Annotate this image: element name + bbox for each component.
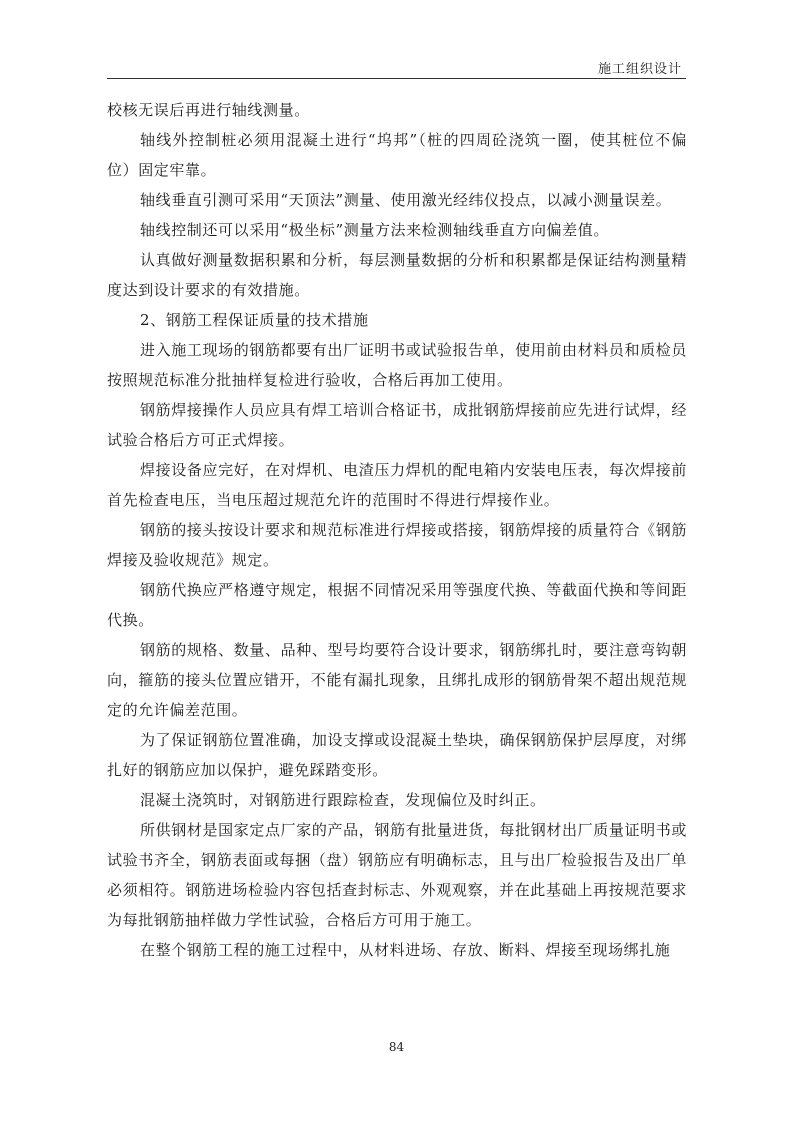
paragraph-9: 焊接设备应完好，在对焊机、电渣压力焊机的配电箱内安装电压表，每次焊接前首先检查电压，当电压超过规范允许的范围时不得进行焊接作业。 [107, 461, 687, 509]
paragraph-4: 轴线控制还可以采用“极坐标”测量方法来检测轴线垂直方向偏差值。 [140, 221, 609, 239]
section-heading: 2、钢筋工程保证质量的技术措施 [140, 311, 369, 329]
paragraph-14: 混凝土浇筑时，对钢筋进行跟踪检查，发现偏位及时纠正。 [140, 791, 546, 809]
document-body [107, 95, 687, 965]
header-title: 施工组织设计 [597, 62, 682, 77]
page-header [107, 50, 686, 79]
paragraph-11: 钢筋代换应严格遵守规定，根据不同情况采用等强度代换、等截面代换和等间距代换。 [107, 581, 687, 629]
paragraph-15: 所供钢材是国家定点厂家的产品，钢筋有批量进货，每批钢材出厂质量证明书或试验书齐全，钢筋表面或每捆（盘）钢筋应有明确标志，且与出厂检验报告及出厂单必须相符。钢筋进场检验内容包括查封标志、外观观察，并在此基础上再按规范要求为每批钢筋抽样做力学性试验，合格后方可用于施工。 [107, 821, 687, 929]
paragraph-8: 钢筋焊接操作人员应具有焊工培训合格证书，成批钢筋焊接前应先进行试焊，经试验合格后方可正式焊接。 [107, 401, 687, 449]
paragraph-16: 在整个钢筋工程的施工过程中，从材料进场、存放、断料、焊接至现场绑扎施 [140, 941, 671, 959]
paragraph-7: 进入施工现场的钢筋都要有出厂证明书或试验报告单，使用前由材料员和质检员按照规范标准分批抽样复检进行验收，合格后再加工使用。 [107, 341, 687, 389]
paragraph-13: 为了保证钢筋位置准确，加设支撑或设混凝土垫块，确保钢筋保护层厚度，对绑扎好的钢筋应加以保护，避免踩踏变形。 [107, 731, 687, 779]
paragraph-2: 轴线外控制桩必须用混凝土进行“坞邦”（桩的四周砼浇筑一圈，使其桩位不偏位）固定牢靠。 [107, 131, 687, 179]
paragraph-5: 认真做好测量数据积累和分析，每层测量数据的分析和积累都是保证结构测量精度达到设计要求的有效措施。 [107, 251, 687, 299]
paragraph-12: 钢筋的规格、数量、品种、型号均要符合设计要求，钢筋绑扎时，要注意弯钩朝向，箍筋的接头位置应错开，不能有漏扎现象，且绑扎成形的钢筋骨架不超出规范规定的允许偏差范围。 [107, 641, 687, 719]
paragraph-10: 钢筋的接头按设计要求和规范标准进行焊接或搭接，钢筋焊接的质量符合《钢筋焊接及验收规范》规定。 [107, 521, 687, 569]
page-number: 84 [388, 1040, 405, 1054]
paragraph-1: 校核无误后再进行轴线测量。 [107, 101, 310, 119]
paragraph-3: 轴线垂直引测可采用“天顶法”测量、使用激光经纬仪投点，以减小测量误差。 [140, 191, 672, 209]
